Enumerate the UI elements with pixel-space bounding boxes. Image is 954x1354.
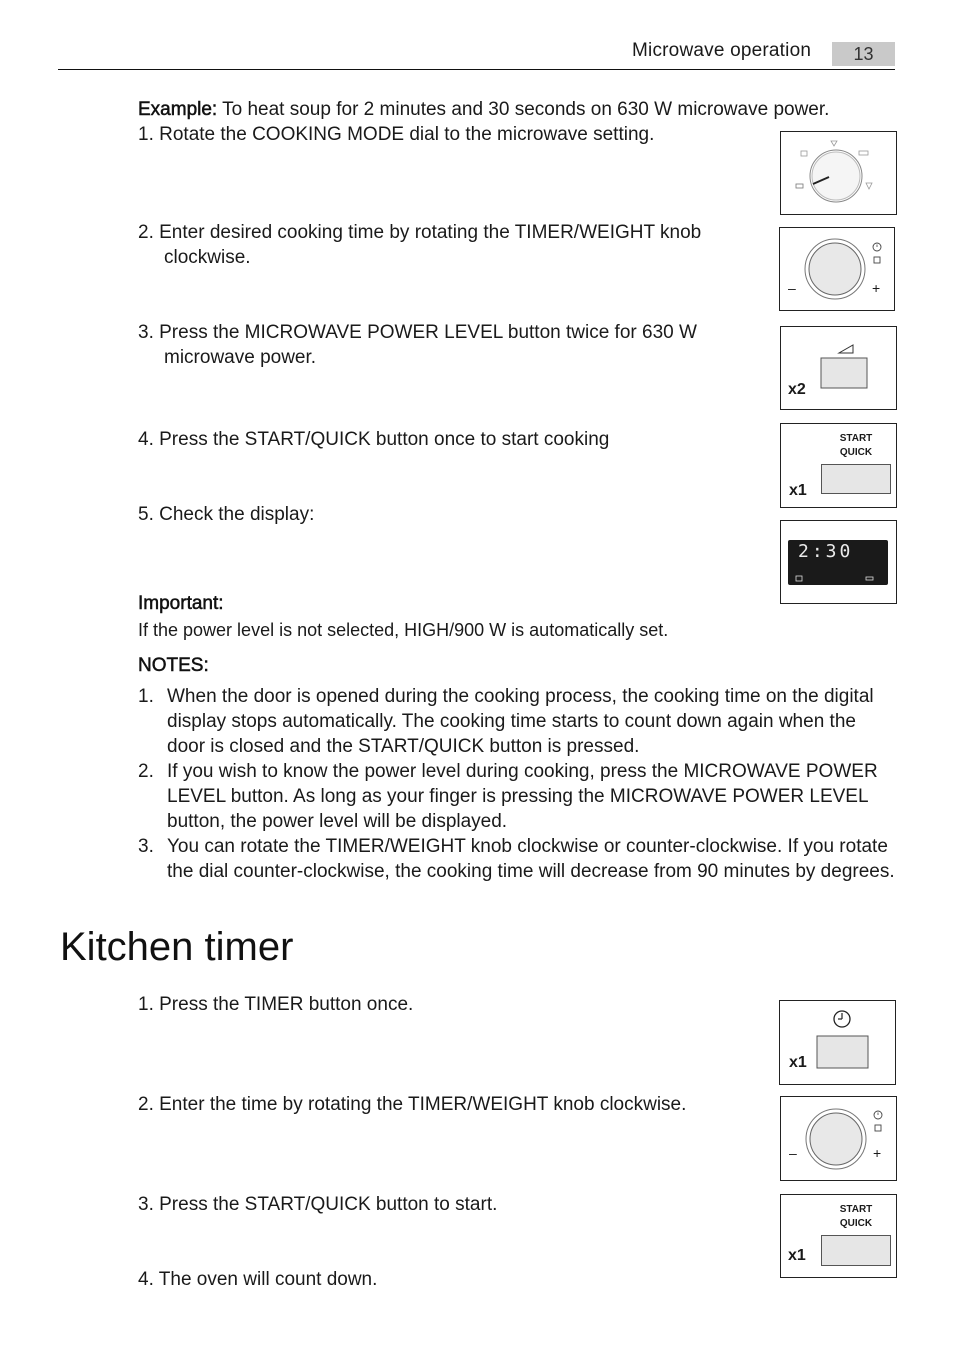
example-line bbox=[138, 97, 829, 122]
quick-label: QUICK bbox=[839, 1218, 873, 1229]
notes-label: NOTES: bbox=[138, 655, 209, 676]
step-3-cont: microwave power. bbox=[164, 347, 317, 368]
press-count: x1 bbox=[788, 1247, 806, 1264]
display-readout: 2:30 bbox=[798, 541, 854, 562]
figure-power-button bbox=[780, 326, 897, 410]
step-2: 2. Enter desired cooking time by rotating the TIMER/WEIGHT knob bbox=[138, 222, 702, 243]
header-rule bbox=[58, 69, 895, 70]
figure-timer-knob-2 bbox=[780, 1096, 897, 1181]
knob-plus-label: + bbox=[872, 280, 881, 296]
note-item bbox=[138, 834, 898, 884]
figure-mode-dial bbox=[780, 131, 897, 215]
note-item bbox=[138, 684, 898, 759]
figure-timer-button bbox=[779, 1000, 896, 1085]
start-label: START bbox=[839, 433, 873, 444]
start-label: START bbox=[839, 1204, 873, 1215]
start-quick-button-icon bbox=[821, 1235, 891, 1266]
start-quick-label bbox=[821, 432, 891, 460]
important-text: If the power level is not selected, HIGH/900 W is automatically set. bbox=[138, 620, 669, 640]
notes-list bbox=[138, 684, 898, 884]
note-text: When the door is opened during the cooking process, the cooking time on the digital display stops automatically. The cooking time starts to count down again when the door is closed and the START/QUICK button is pressed. bbox=[167, 686, 874, 757]
timer-knob-icon bbox=[781, 1097, 896, 1180]
quick-label: QUICK bbox=[839, 447, 873, 458]
timer-knob-icon bbox=[780, 228, 894, 310]
kitchen-timer-heading: Kitchen timer bbox=[60, 925, 294, 969]
step-3: 3. Press the MICROWAVE POWER LEVEL button twice for 630 W bbox=[138, 322, 697, 343]
note-number: 1. bbox=[138, 686, 154, 707]
knob-minus-label: – bbox=[789, 1145, 797, 1161]
timer-step-2: 2. Enter the time by rotating the TIMER/WEIGHT knob clockwise. bbox=[138, 1094, 687, 1115]
step-5: 5. Check the display: bbox=[138, 504, 315, 525]
example-label: Example: bbox=[138, 99, 218, 120]
display-screen bbox=[788, 540, 888, 585]
note-text: If you wish to know the power level during cooking, press the MICROWAVE POWER LEVEL button. As long as your finger is pressing the MICROWAVE POWER LEVEL button, the power level will be displayed. bbox=[167, 761, 878, 832]
figure-start-button bbox=[780, 423, 897, 508]
page-number: 13 bbox=[832, 42, 895, 66]
timer-step-1: 1. Press the TIMER button once. bbox=[138, 994, 414, 1015]
note-number: 2. bbox=[138, 761, 154, 782]
note-number: 3. bbox=[138, 836, 154, 857]
figure-start-button-2 bbox=[780, 1194, 897, 1278]
start-quick-button-icon bbox=[821, 464, 891, 494]
cooking-mode-dial-icon bbox=[781, 132, 896, 214]
section-title: Microwave operation bbox=[632, 40, 812, 61]
note-text: You can rotate the TIMER/WEIGHT knob clockwise or counter-clockwise. If you rotate the dial counter-clockwise, the cooking time will decrease from 90 minutes by degrees. bbox=[167, 836, 895, 882]
figure-timer-knob bbox=[779, 227, 895, 311]
step-1: 1. Rotate the COOKING MODE dial to the microwave setting. bbox=[138, 124, 655, 145]
note-item bbox=[138, 759, 898, 834]
press-count: x1 bbox=[789, 482, 807, 499]
figure-display bbox=[780, 520, 897, 604]
knob-minus-label: – bbox=[788, 280, 796, 296]
example-text: To heat soup for 2 minutes and 30 seconds on 630 W microwave power. bbox=[217, 99, 830, 120]
timer-step-3: 3. Press the START/QUICK button to start. bbox=[138, 1194, 498, 1215]
display-status-icons bbox=[794, 574, 886, 583]
step-2-cont: clockwise. bbox=[164, 247, 251, 268]
press-count: x1 bbox=[789, 1054, 807, 1071]
timer-step-4: 4. The oven will count down. bbox=[138, 1269, 378, 1290]
start-quick-label bbox=[821, 1203, 891, 1231]
press-count: x2 bbox=[788, 381, 806, 398]
knob-plus-label: + bbox=[873, 1145, 882, 1161]
step-4: 4. Press the START/QUICK button once to start cooking bbox=[138, 429, 610, 450]
important-label: Important: bbox=[138, 593, 224, 614]
